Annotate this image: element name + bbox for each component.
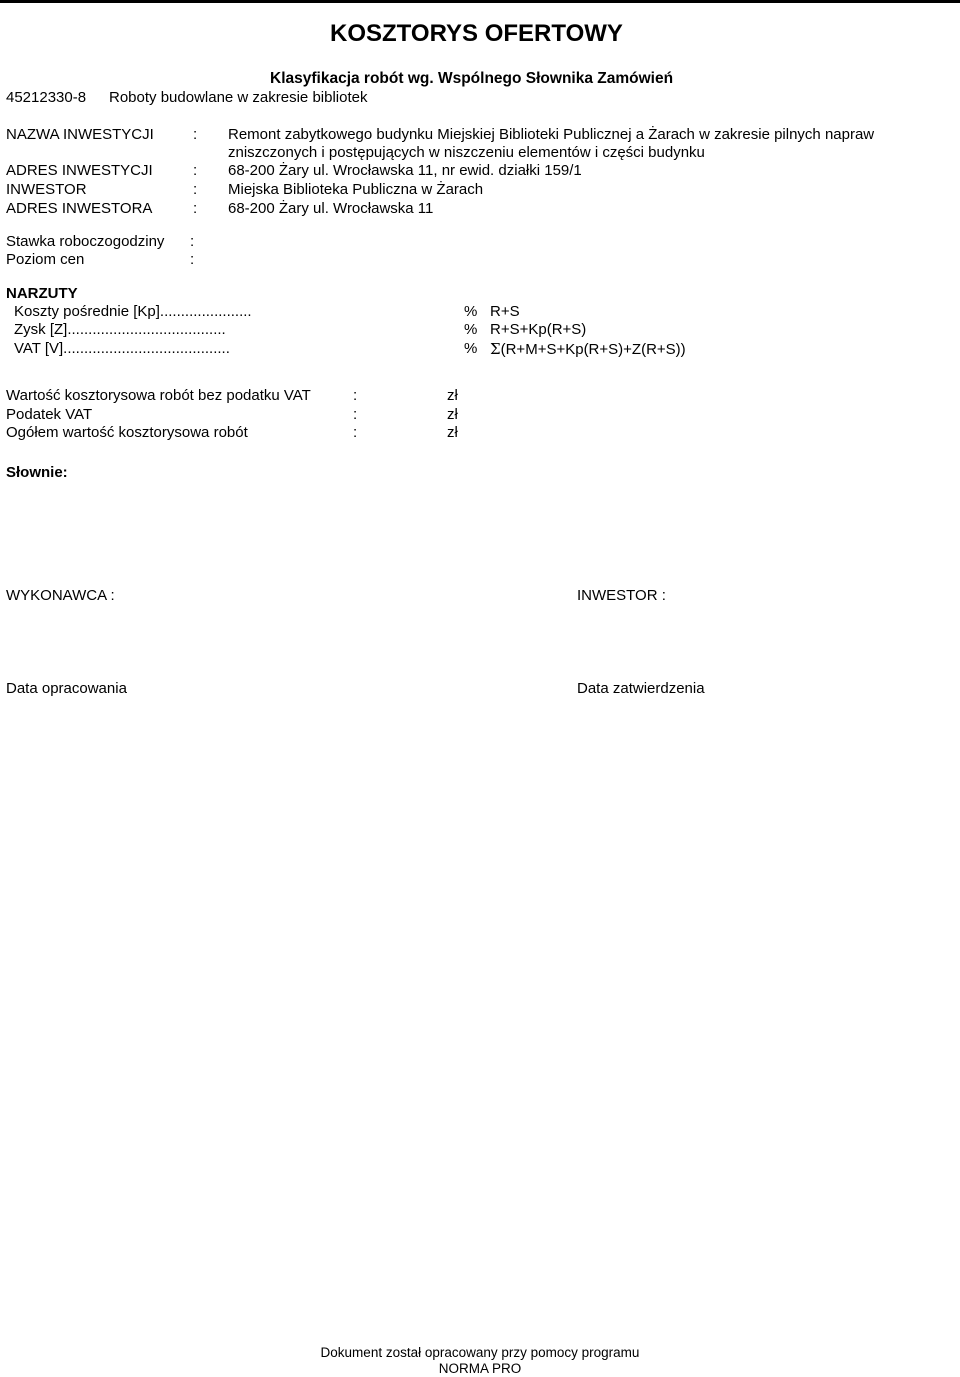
total-gross-currency: zł — [447, 424, 458, 441]
prepared-date-label: Data opracowania — [6, 680, 127, 697]
total-net-label: Wartość kosztorysowa robót bez podatku VAT — [6, 387, 311, 404]
contractor-signature-label: WYKONAWCA : — [6, 587, 115, 604]
markup-vat-unit: % — [464, 340, 478, 357]
approval-date-label: Data zatwierdzenia — [577, 680, 705, 697]
markup-vat-basis — [490, 340, 686, 359]
investment-address-value: 68-200 Żary ul. Wrocławska 11, nr ewid. działki 159/1 — [228, 162, 582, 179]
price-level-label: Poziom cen — [6, 251, 85, 268]
investment-name-label: NAZWA INWESTYCJI — [6, 126, 154, 143]
cpv-description: Roboty budowlane w zakresie bibliotek — [109, 89, 368, 106]
total-gross-label: Ogółem wartość kosztorysowa robót — [6, 424, 248, 441]
investor-address-value: 68-200 Żary ul. Wrocławska 11 — [228, 200, 434, 217]
markup-profit-label: Zysk [Z]...................................... — [14, 321, 226, 338]
investor-address-label: ADRES INWESTORA — [6, 200, 153, 217]
footer-line1: Dokument został opracowany przy pomocy programu — [320, 1345, 640, 1360]
investor-signature-label: INWESTOR : — [577, 587, 666, 604]
investment-address-colon: : — [193, 162, 198, 179]
markups-heading: NARZUTY — [6, 285, 78, 302]
markup-vat-basis-formula: (R+M+S+Kp(R+S)+Z(R+S)) — [500, 341, 686, 358]
total-vat-colon: : — [353, 406, 358, 423]
sigma-symbol: Σ — [490, 340, 501, 358]
markup-vat-label: VAT [V]........................................ — [14, 340, 230, 357]
markup-indirect-costs-unit: % — [464, 303, 478, 320]
investment-name-colon: : — [193, 126, 198, 143]
hourly-rate-label: Stawka roboczogodziny — [6, 233, 165, 250]
top-rule — [0, 0, 960, 3]
investor-address-colon: : — [193, 200, 198, 217]
total-net-colon: : — [353, 387, 358, 404]
total-net-currency: zł — [447, 387, 458, 404]
total-vat-label: Podatek VAT — [6, 406, 93, 423]
amount-in-words-label: Słownie: — [6, 464, 68, 481]
investor-colon: : — [193, 181, 198, 198]
footer-line2: NORMA PRO — [438, 1361, 522, 1376]
investment-name-value-line1: Remont zabytkowego budynku Miejskiej Biblioteki Publicznej a Żarach w zakresie pilnych napraw — [228, 126, 875, 143]
markup-profit-unit: % — [464, 321, 478, 338]
hourly-rate-colon: : — [190, 233, 195, 250]
cpv-code: 45212330-8 — [6, 89, 87, 106]
total-gross-colon: : — [353, 424, 358, 441]
investor-value: Miejska Biblioteka Publiczna w Żarach — [228, 181, 484, 198]
investment-address-label: ADRES INWESTYCJI — [6, 162, 153, 179]
markup-profit-basis: R+S+Kp(R+S) — [490, 321, 587, 338]
total-vat-currency: zł — [447, 406, 458, 423]
investor-label: INWESTOR — [6, 181, 87, 198]
classification-label: Klasyfikacja robót wg. Wspólnego Słownika Zamówień — [270, 70, 674, 87]
investment-name-value-line2: zniszczonych i postępujących w niszczeniu elementów i części budynku — [228, 144, 705, 161]
document-title: KOSZTORYS OFERTOWY — [330, 20, 623, 47]
markup-indirect-costs-label: Koszty pośrednie [Kp]...................... — [14, 303, 252, 320]
markup-indirect-costs-basis: R+S — [490, 303, 520, 320]
price-level-colon: : — [190, 251, 195, 268]
